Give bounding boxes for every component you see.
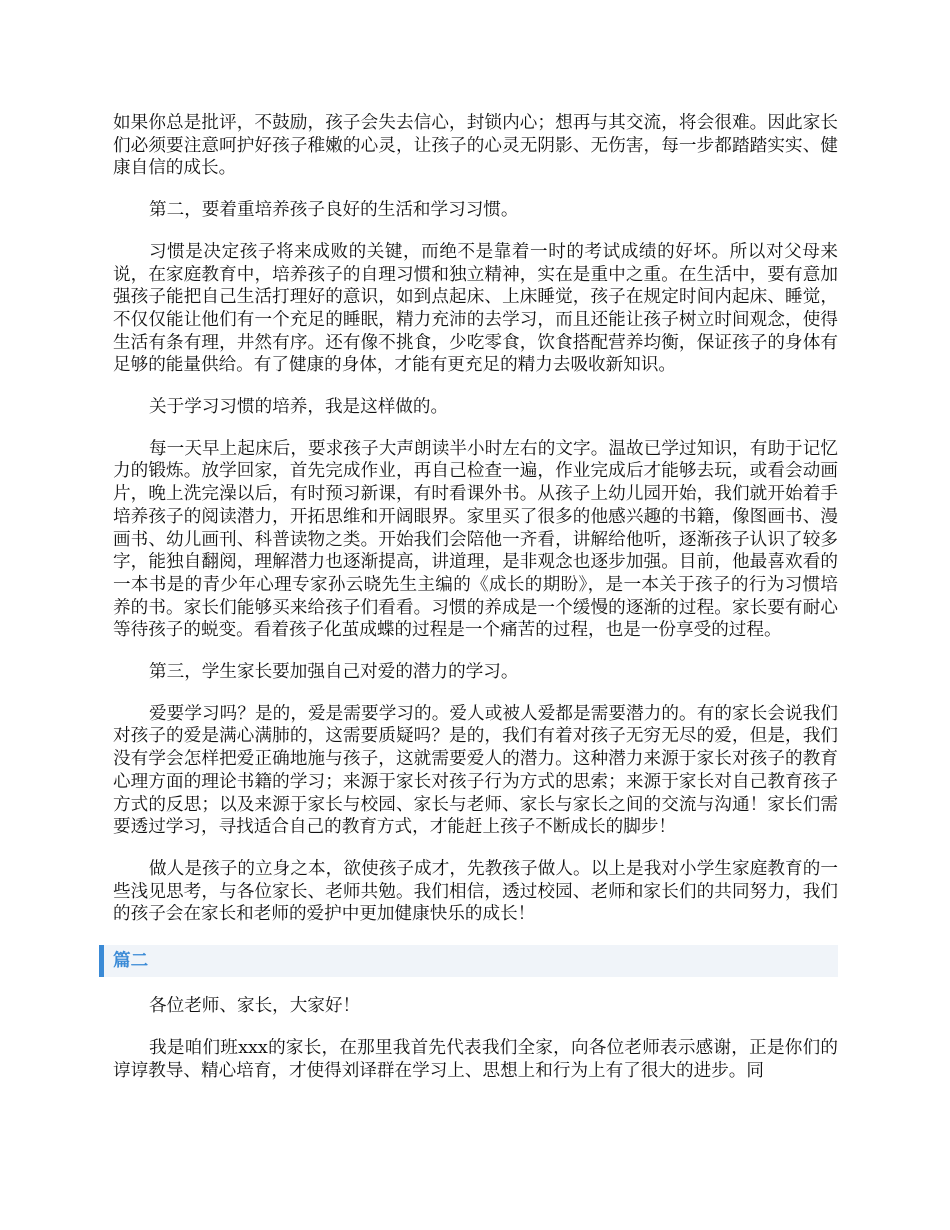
paragraph-habits: 习惯是决定孩子将来成败的关键，而绝不是靠着一时的考试成绩的好坏。所以对父母来说，在家庭教育中，培养孩子的自理习惯和独立精神，实在是重中之重。在生活中，要有意加强孩子能把自己生活打理好的意识，如到点起床、上床睡觉，孩子在规定时间内起床、睡觉，不仅仅能让他们有一个充足的睡眠，精力充沛的去学习，而且还能让孩子树立时间观念，使得生活有条有理，井然有序。还有像不挑食，少吃零食，饮食搭配营养均衡，保证孩子的身体有足够的能量供给。有了健康的身体，才能有更充足的精力去吸收新知识。: [113, 241, 838, 376]
paragraph-conclusion: 做人是孩子的立身之本，欲使孩子成才，先教孩子做人。以上是我对小学生家庭教育的一些浅见思考，与各位家长、老师共勉。我们相信，透过校园、老师和家长们的共同努力，我们的孩子会在家长和老师的爱护中更加健康快乐的成长！: [113, 858, 838, 925]
paragraph-point-two: 第二，要着重培养孩子良好的生活和学习习惯。: [149, 200, 519, 221]
paragraph-greeting: 各位老师、家长，大家好！: [149, 996, 361, 1017]
section-header: [99, 945, 838, 977]
paragraph-love-learning: 爱要学习吗？是的，爱是需要学习的。爱人或被人爱都是需要潜力的。有的家长会说我们对孩子的爱是满心满肺的，这需要质疑吗？是的，我们有着对孩子无穷无尽的爱，但是，我们没有学会怎样把爱正确地施与孩子，这就需要爱人的潜力。这种潜力来源于家长对孩子的教育心理方面的理论书籍的学习；来源于家长对孩子行为方式的思索；来源于家长对自己教育孩子方式的反思；以及来源于家长与校园、家长与老师、家长与家长之间的交流与沟通！家长们需要透过学习，寻找适合自己的教育方式，才能赶上孩子不断成长的脚步！: [113, 703, 838, 838]
paragraph-daily-routine: 每一天早上起床后，要求孩子大声朗读半小时左右的文字。温故已学过知识，有助于记忆力的锻炼。放学回家，首先完成作业，再自己检查一遍，作业完成后才能够去玩，或看会动画片，晚上洗完澡以后，有时预习新课，有时看课外书。从孩子上幼儿园开始，我们就开始着手培养孩子的阅读潜力，开拓思维和开阔眼界。家里买了很多的他感兴趣的书籍，像图画书、漫画书、幼儿画刊、科普读物之类。开始我们会陪他一齐看，讲解给他听，逐渐孩子认识了较多字，能独自翻阅，理解潜力也逐渐提高，讲道理，是非观念也逐步加强。目前，他最喜欢看的一本书是的青少年心理专家孙云晓先生主编的《成长的期盼》，是一本关于孩子的行为习惯培养的书。家长们能够买来给孩子们看看。习惯的养成是一个缓慢的逐渐的过程。家长要有耐心等待孩子的蜕变。看着孩子化茧成蝶的过程是一个痛苦的过程，也是一份享受的过程。: [113, 438, 838, 641]
section-accent-bar: [99, 945, 104, 977]
paragraph-parent-speech: 我是咱们班xxx的家长，在那里我首先代表我们全家，向各位老师表示感谢，正是你们的谆谆教导、精心培育，才使得刘译群在学习上、思想上和行为上有了很大的进步。同: [113, 1037, 838, 1081]
section-title: 篇二: [113, 950, 149, 971]
paragraph-point-three: 第三，学生家长要加强自己对爱的潜力的学习。: [149, 662, 519, 683]
document-page: [113, 112, 838, 1101]
paragraph-intro: 如果你总是批评，不鼓励，孩子会失去信心，封锁内心；想再与其交流，将会很难。因此家长们必须要注意呵护好孩子稚嫩的心灵，让孩子的心灵无阴影、无伤害，每一步都踏踏实实、健康自信的成长。: [113, 113, 838, 179]
paragraph-study-habits-intro: 关于学习习惯的培养，我是这样做的。: [149, 397, 449, 418]
